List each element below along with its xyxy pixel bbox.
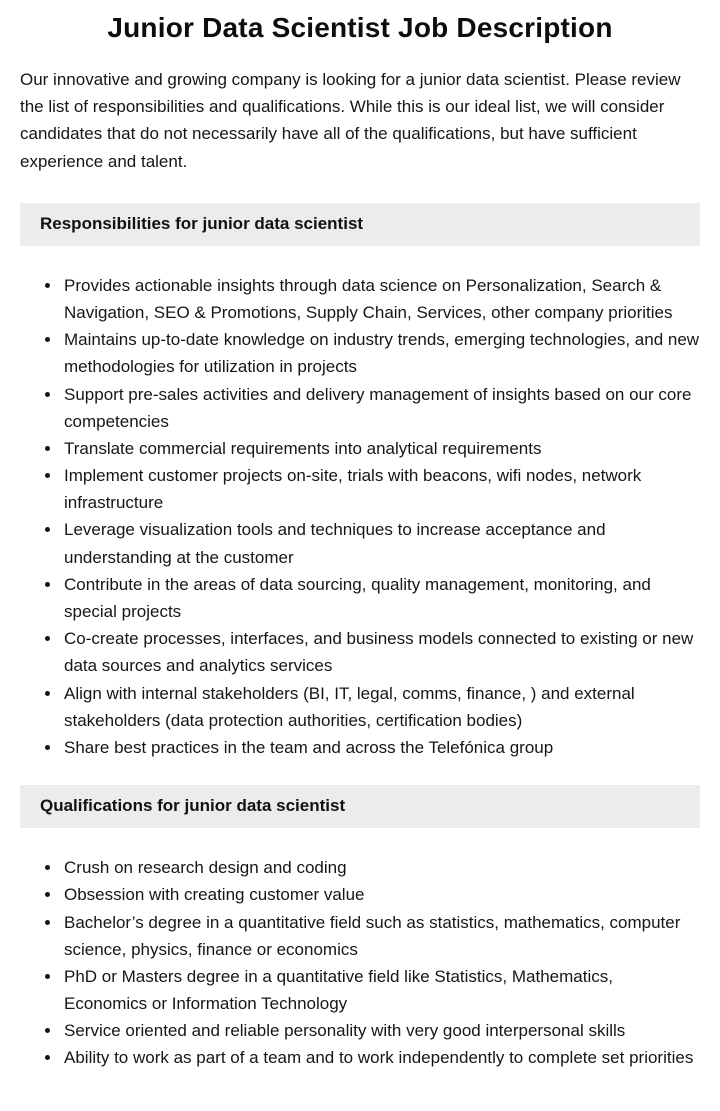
responsibilities-list [20, 272, 700, 761]
qualifications-list [20, 854, 700, 1072]
section-responsibilities [20, 203, 700, 761]
intro-paragraph: Our innovative and growing company is looking for a junior data scientist. Please review the list of responsibilities and qualifications. While this is our ideal list, we will consider candidates that do not necessarily have all of the qualifications, but have sufficient experience and talent. [20, 70, 681, 171]
list-item: • Bachelor’s degree in a quantitative field such as statistics, mathematics, computer science, physics, finance or economics [62, 909, 700, 963]
list-item: • Align with internal stakeholders (BI, IT, legal, comms, finance, ) and external stakeholders (data protection authorities, certification bodies) [62, 680, 700, 734]
list-item: • Service oriented and reliable personality with very good interpersonal skills [62, 1017, 700, 1044]
list-item: • Leverage visualization tools and techniques to increase acceptance and understanding at the customer [62, 516, 700, 570]
list-item: • Ability to work as part of a team and to work independently to complete set priorities [62, 1044, 700, 1071]
list-item: • Co-create processes, interfaces, and business models connected to existing or new data sources and analytics services [62, 625, 700, 679]
list-item: • Implement customer projects on-site, trials with beacons, wifi nodes, network infrastructure [62, 462, 700, 516]
list-item: • Support pre-sales activities and delivery management of insights based on our core competencies [62, 381, 700, 435]
list-item: • Provides actionable insights through data science on Personalization, Search & Navigation, SEO & Promotions, Supply Chain, Services, other company priorities [62, 272, 700, 326]
list-item: • Crush on research design and coding [62, 854, 700, 881]
list-item: • PhD or Masters degree in a quantitative field like Statistics, Mathematics, Economics or Information Technology [62, 963, 700, 1017]
list-item: • Obsession with creating customer value [62, 881, 700, 908]
responsibilities-heading: Responsibilities for junior data scientist [20, 203, 700, 246]
list-item: • Share best practices in the team and across the Telefónica group [62, 734, 700, 761]
list-item: • Contribute in the areas of data sourcing, quality management, monitoring, and special projects [62, 571, 700, 625]
list-item: • Maintains up-to-date knowledge on industry trends, emerging technologies, and new methodologies for utilization in projects [62, 326, 700, 380]
qualifications-heading: Qualifications for junior data scientist [20, 785, 700, 828]
page-title: Junior Data Scientist Job Description [107, 12, 613, 43]
section-qualifications [20, 785, 700, 1072]
list-item: • Translate commercial requirements into analytical requirements [62, 435, 700, 462]
